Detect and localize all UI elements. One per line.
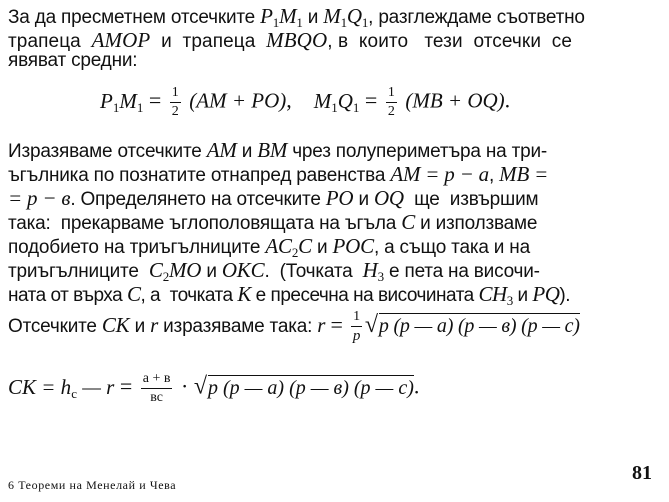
paragraph1-line2: трапеца AMOP и трапеца MBQO, в които тези отсечки се bbox=[8, 28, 573, 52]
paragraph2-line2: ъгълника по познатите отнапред равенства AM = p − a, MB = bbox=[8, 162, 549, 186]
paragraph2-line5: подобието на триъгълниците $AC_2C$ и POC, а също така и на bbox=[8, 234, 530, 260]
formula-midlines: $P_1M_1$ = $\frac{1}{2}$ (AM + PO), $M_1Q_1$ = $\frac{1}{2}$ (MB + OQ). bbox=[100, 85, 511, 119]
paragraph2-line8: Отсечките CK и r изразяваме така: r = $\frac{1}{p}$ √p (p — a) (p — в) (p — c) bbox=[8, 309, 580, 344]
paragraph1-line3: явяват средни: bbox=[8, 50, 138, 71]
paragraph2-line4: така: прекарваме ъглополовящата на ъгъла C и използваме bbox=[8, 210, 538, 234]
paragraph2-line7: ната от върха C, а точката K е пресечна на височината $CH_3$ и PQ). bbox=[8, 282, 570, 308]
paragraph1-line1: За да пресметнем отсечките $P_1M_1$ и $M_1Q_1$, разглеждаме съответно bbox=[8, 4, 585, 30]
formula-r: r = $\frac{1}{p}$ √p (p — a) (p — в) (p — c) bbox=[317, 309, 580, 344]
fraction-one-half: $\frac{1}{2}$ bbox=[387, 85, 395, 119]
paragraph2-line6: триъгълниците $C_2MO$ и OKC. (Точката $H_3$ е пета на височи- bbox=[8, 258, 540, 284]
fraction-one-half: $\frac{1}{2}$ bbox=[171, 85, 179, 119]
page-number: 81 bbox=[632, 462, 652, 484]
footer-running-title: 6 Теореми на Менелай и Чева bbox=[8, 478, 177, 492]
paragraph2-line1: Изразяваме отсечките AM и BM чрез полупериметъра на три- bbox=[8, 138, 547, 162]
formula-ck: CK = $h_c$ — r = $\frac{a + в}{вс}$ · √p (p — a) (p — в) (p — c). bbox=[8, 371, 420, 405]
paragraph2-line3: = p − в. Определянето на отсечките PO и OQ ще извършим bbox=[8, 186, 539, 210]
